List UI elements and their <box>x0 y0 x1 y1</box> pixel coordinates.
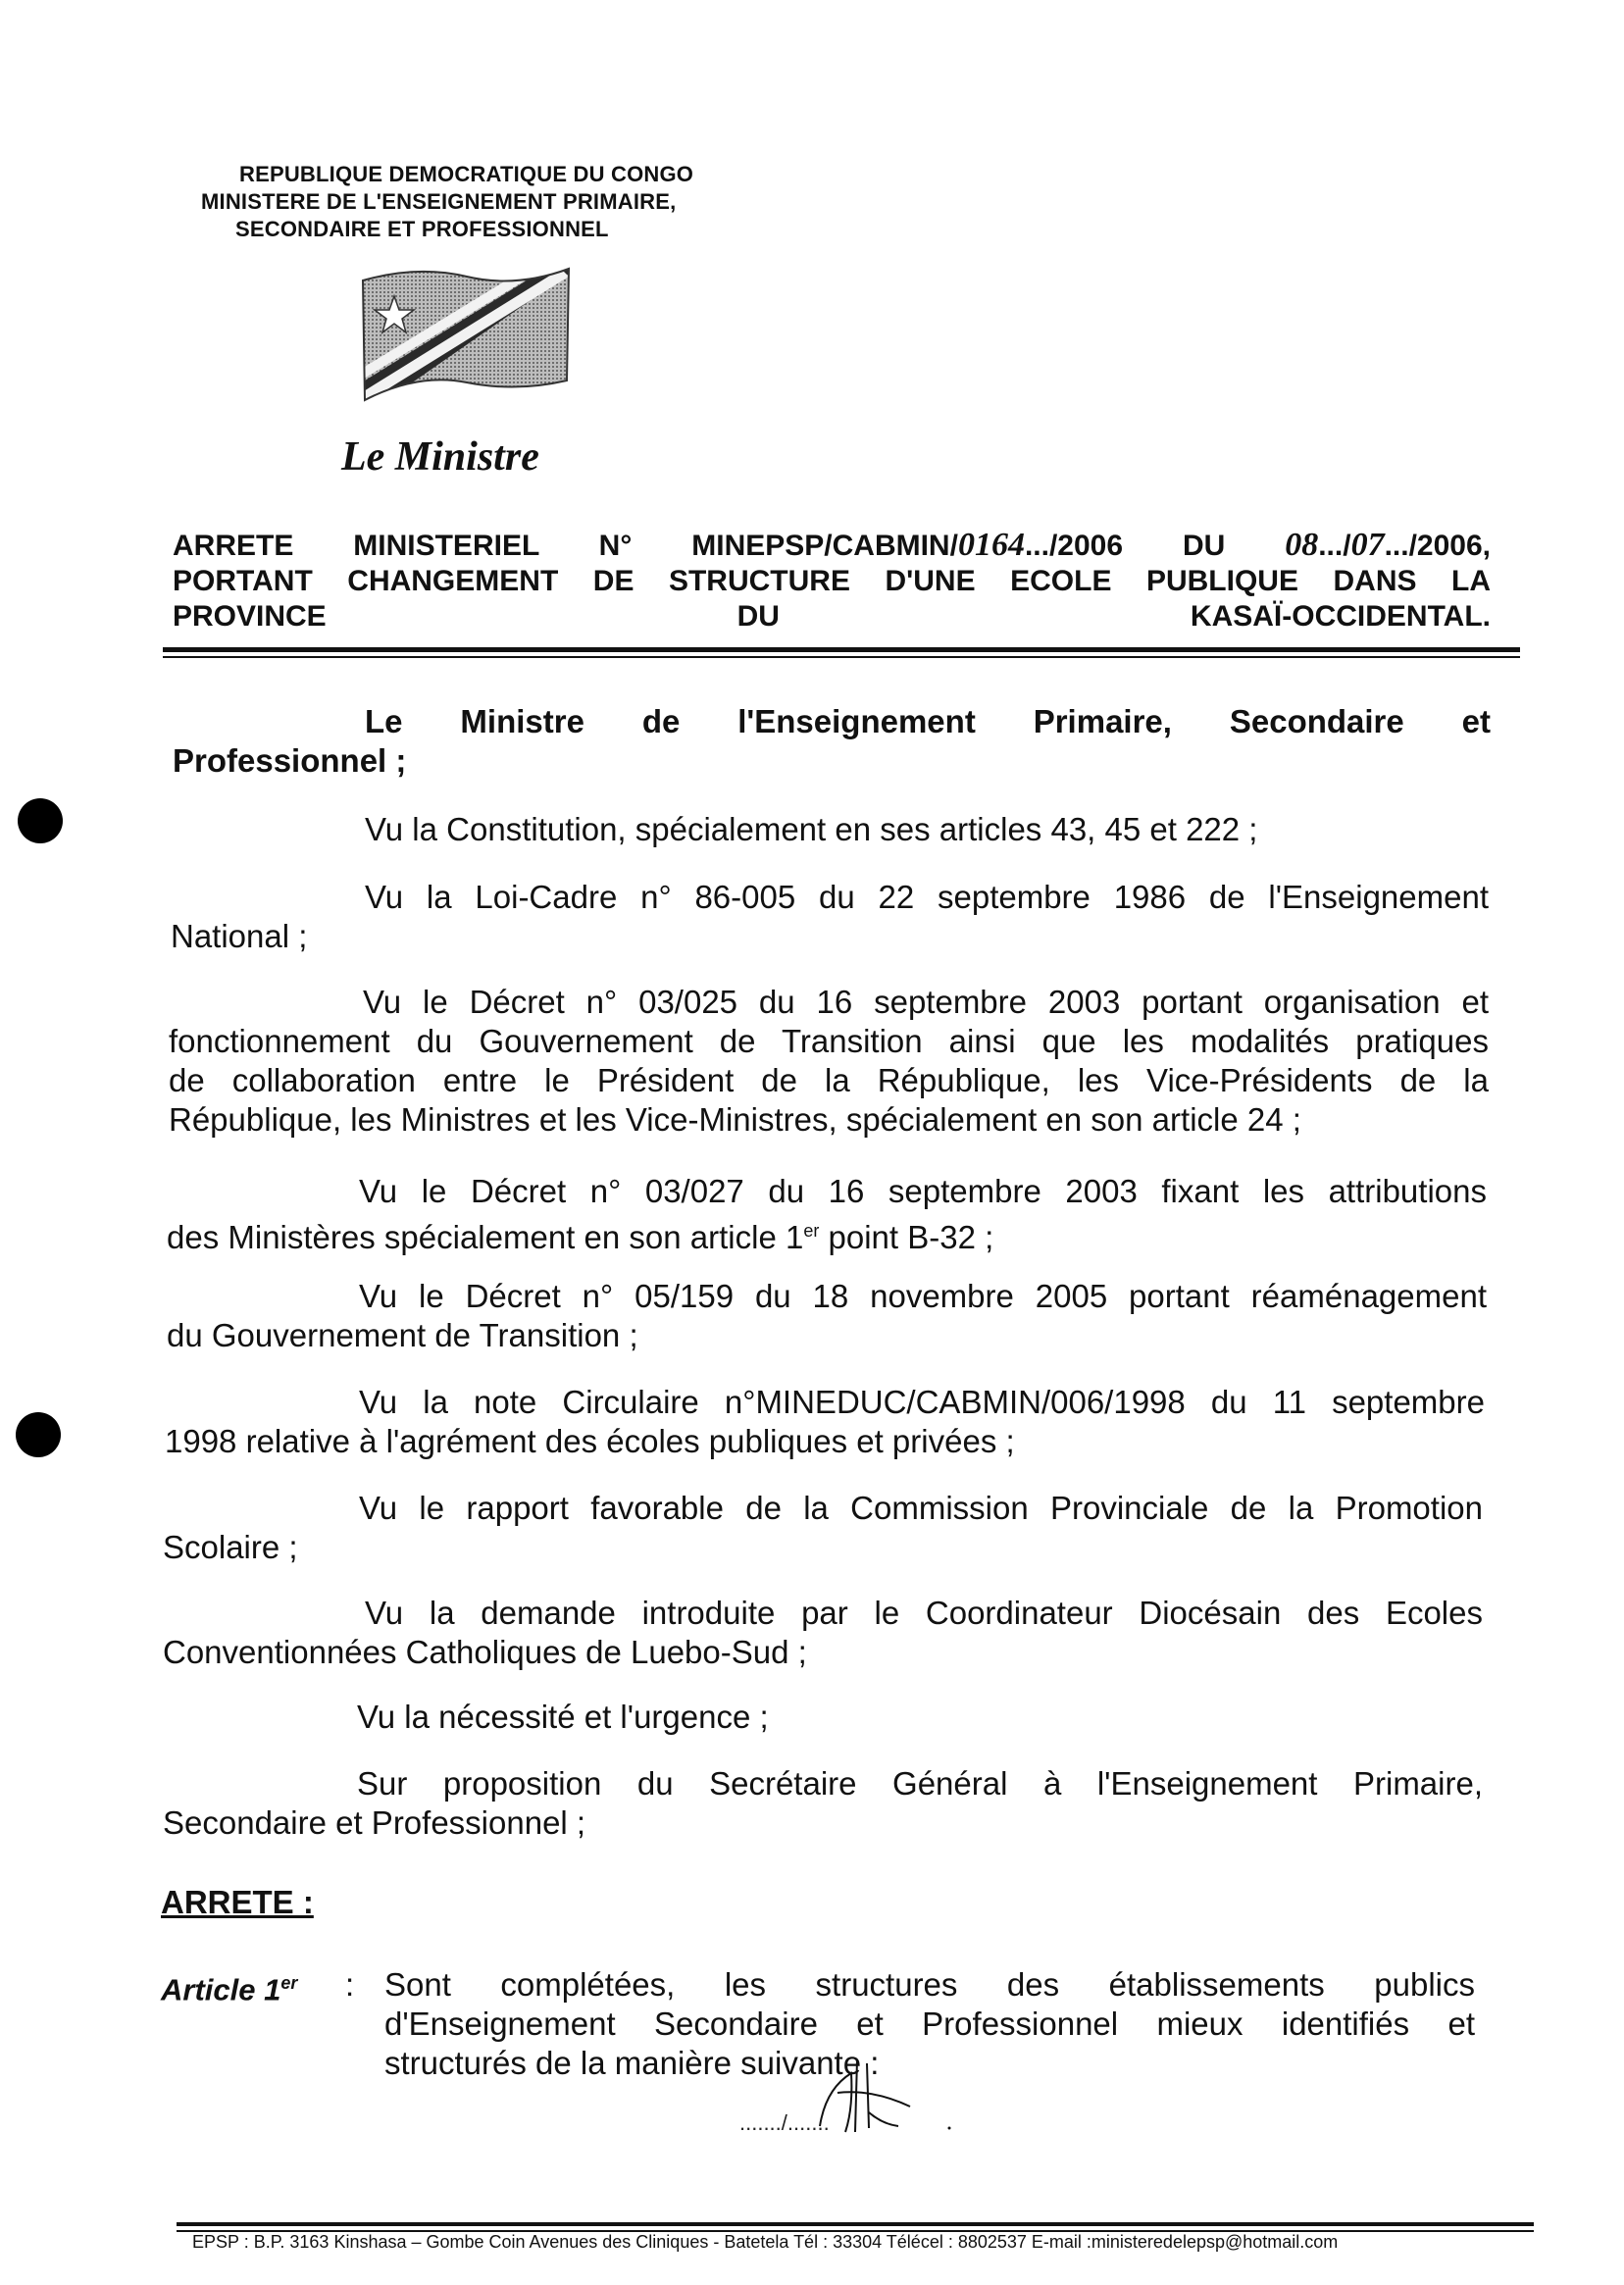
footer-rule <box>177 2222 1534 2226</box>
vu-decret-03-027: Vu le Décret n° 03/027 du 16 septembre 2003 fixant les attributions des Ministères spécialement en son article 1er point B-32 ; <box>167 1173 1487 1255</box>
vu-demande: Vu la demande introduite par le Coordinateur Diocésain des Ecoles Conventionnées Catholiques de Luebo-Sud ; <box>163 1595 1483 1670</box>
vu-constitution: Vu la Constitution, spécialement en ses articles 43, 45 et 222 ; <box>365 811 1258 847</box>
vu-loi-cadre: Vu la Loi-Cadre n° 86-005 du 22 septembre 1986 de l'Enseignement National ; <box>171 879 1489 954</box>
article-1-colon: : <box>345 1966 355 2003</box>
vu-note-circulaire: Vu la note Circulaire n°MINEDUC/CABMIN/006/1998 du 11 septembre 1998 relative à l'agrément des écoles publiques et privées ; <box>165 1384 1485 1459</box>
header-ministry: MINISTERE DE L'ENSEIGNEMENT PRIMAIRE, <box>201 189 677 214</box>
vu-decret-03-025: Vu le Décret n° 03/025 du 16 septembre 2003 portant organisation et fonctionnement du Gouvernement de Transition ainsi que les modalités pratiques de collaboration entre le Président de la République, les Vice-Présidents de la République, les Ministres et les Vice-Ministres, spécialement en son article 24 ; <box>169 984 1489 1138</box>
vu-necessite: Vu la nécessité et l'urgence ; <box>357 1699 769 1735</box>
header-ministry-cont: SECONDAIRE ET PROFESSIONNEL <box>235 217 609 241</box>
decree-title-line2: PORTANT CHANGEMENT DE STRUCTURE D'UNE ECOLE PUBLIQUE DANS LA <box>173 565 1491 597</box>
svg-text:......./.......: ......./....... <box>739 2110 830 2135</box>
arrete-heading: ARRETE : <box>161 1884 314 1920</box>
header-republic: REPUBLIQUE DEMOCRATIQUE DU CONGO <box>239 162 694 186</box>
handwritten-date-day: 08 <box>1285 527 1319 563</box>
binder-hole-bottom <box>16 1412 61 1457</box>
intro-paragraph: Le Ministre de l'Enseignement Primaire, Secondaire et Professionnel ; <box>173 703 1491 779</box>
title-rule <box>163 647 1520 652</box>
title-rule-thin <box>163 656 1520 658</box>
minister-heading: Le Ministre <box>341 434 539 480</box>
signature-initials <box>736 2050 971 2138</box>
vu-decret-05-159: Vu le Décret n° 05/159 du 18 novembre 2005 portant réaménagement du Gouvernement de Transition ; <box>167 1278 1487 1353</box>
article-1-text: Sont complétées, les structures des établissements publics d'Enseignement Secondaire et Professionnel mieux identifiés et structurés de la manière suivante : <box>384 1966 1475 2081</box>
flag-emblem <box>359 263 571 406</box>
handwritten-date-month: 07 <box>1350 527 1385 563</box>
decree-title-line3: PROVINCE DU KASAÏ-OCCIDENTAL. <box>173 600 1491 633</box>
binder-hole-top <box>18 798 63 843</box>
decree-title <box>173 528 1491 635</box>
proposition: Sur proposition du Secrétaire Général à l'Enseignement Primaire, Secondaire et Professionnel ; <box>163 1765 1483 1841</box>
handwritten-decree-number: 0164 <box>957 527 1025 563</box>
article-1-label: Article 1er <box>161 1972 298 2007</box>
vu-rapport: Vu le rapport favorable de la Commission Provinciale de la Promotion Scolaire ; <box>163 1490 1483 1565</box>
decree-title-line1: ARRETE MINISTERIEL N° MINEPSP/CABMIN/0164.../2006 DU 08.../07.../2006, <box>173 527 1491 563</box>
footer-contact: EPSP : B.P. 3163 Kinshasa – Gombe Coin Avenues des Cliniques - Batetela Tél : 33304 Télécel : 8802537 E-mail :ministeredelepsp@hotmail.com <box>192 2232 1339 2252</box>
